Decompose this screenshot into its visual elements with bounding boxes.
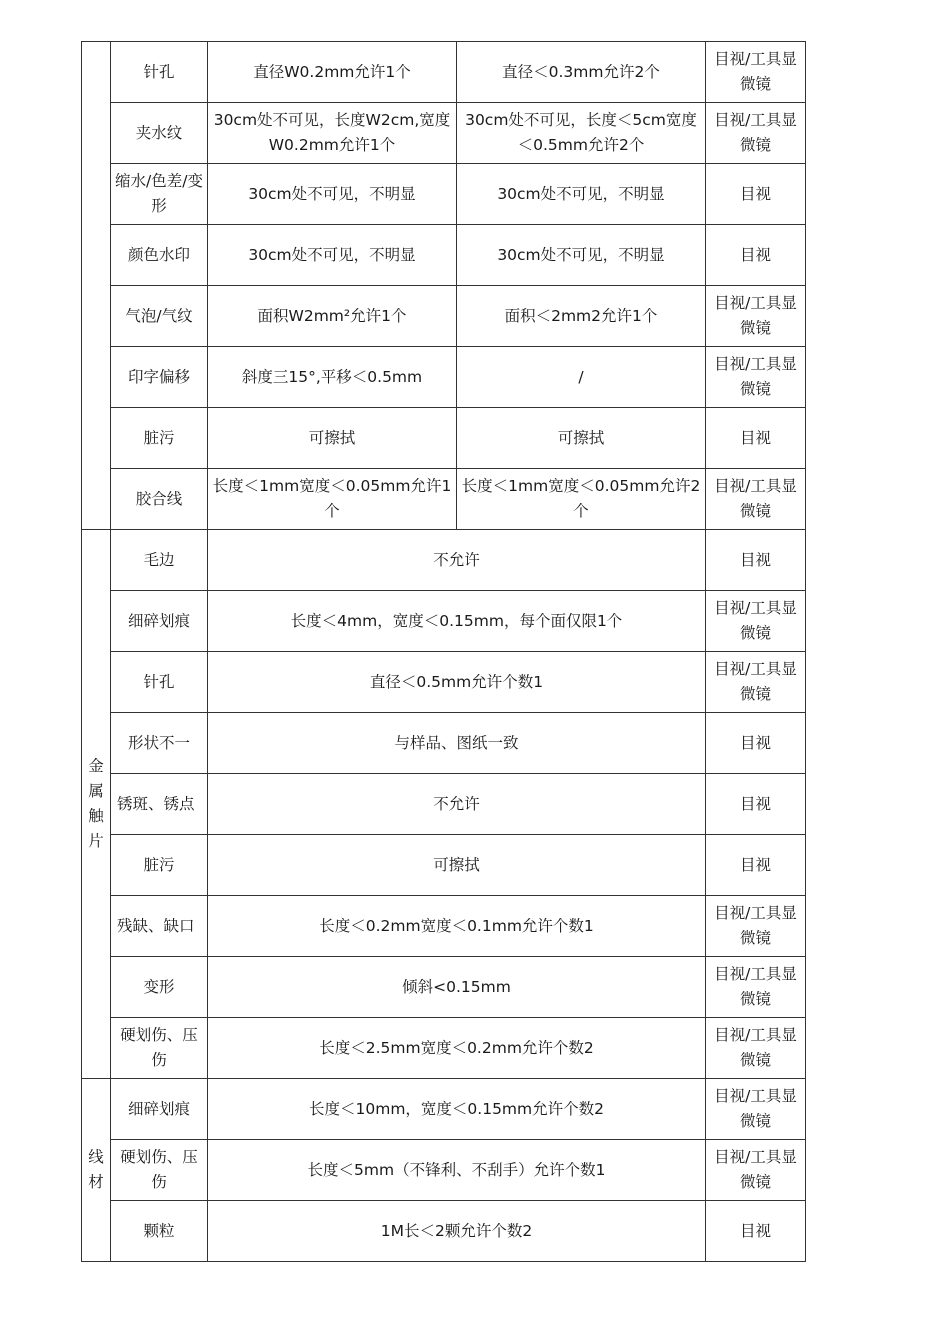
criteria-a: 可擦拭	[208, 408, 457, 469]
defect-item: 硬划伤、压伤	[111, 1018, 208, 1079]
defect-item: 细碎划痕	[111, 1079, 208, 1140]
criteria: 倾斜<0.15mm	[208, 957, 706, 1018]
table-row	[82, 835, 806, 896]
criteria-a: 斜度三15°,平移＜0.5mm	[208, 347, 457, 408]
defect-item: 缩水/色差/变形	[111, 164, 208, 225]
criteria: 长度＜5mm（不锋利、不刮手）允许个数1	[208, 1140, 706, 1201]
table-row	[82, 957, 806, 1018]
criteria: 不允许	[208, 530, 706, 591]
inspection-method: 目视	[706, 530, 806, 591]
table-row	[82, 164, 806, 225]
criteria: 长度＜10mm，宽度＜0.15mm允许个数2	[208, 1079, 706, 1140]
criteria-b: 面积＜2mm2允许1个	[457, 286, 706, 347]
defect-item: 气泡/气纹	[111, 286, 208, 347]
inspection-method: 目视/工具显微镜	[706, 1079, 806, 1140]
inspection-method: 目视/工具显微镜	[706, 347, 806, 408]
inspection-spec-table	[81, 41, 806, 1262]
criteria: 长度＜4mm，宽度＜0.15mm，每个面仅限1个	[208, 591, 706, 652]
table-row	[82, 286, 806, 347]
inspection-method: 目视	[706, 713, 806, 774]
defect-item: 毛边	[111, 530, 208, 591]
inspection-method: 目视/工具显微镜	[706, 42, 806, 103]
criteria-a: 直径W0.2mm允许1个	[208, 42, 457, 103]
table-row	[82, 896, 806, 957]
inspection-method: 目视/工具显微镜	[706, 103, 806, 164]
inspection-method: 目视/工具显微镜	[706, 1018, 806, 1079]
inspection-method: 目视	[706, 225, 806, 286]
defect-item: 形状不一	[111, 713, 208, 774]
inspection-method: 目视/工具显微镜	[706, 286, 806, 347]
defect-item: 变形	[111, 957, 208, 1018]
defect-item: 颜色水印	[111, 225, 208, 286]
criteria-a: 长度＜1mm宽度＜0.05mm允许1个	[208, 469, 457, 530]
table-row	[82, 1018, 806, 1079]
table-row	[82, 652, 806, 713]
defect-item: 硬划伤、压伤	[111, 1140, 208, 1201]
table-row	[82, 774, 806, 835]
criteria-b: 30cm处不可见，长度＜5cm宽度＜0.5mm允许2个	[457, 103, 706, 164]
table-row	[82, 1201, 806, 1262]
criteria-a: 30cm处不可见，不明显	[208, 225, 457, 286]
criteria-a: 30cm处不可见，不明显	[208, 164, 457, 225]
table-row	[82, 347, 806, 408]
defect-item: 脏污	[111, 408, 208, 469]
inspection-method: 目视/工具显微镜	[706, 591, 806, 652]
criteria: 长度＜0.2mm宽度＜0.1mm允许个数1	[208, 896, 706, 957]
criteria: 可擦拭	[208, 835, 706, 896]
defect-item: 脏污	[111, 835, 208, 896]
inspection-method: 目视	[706, 774, 806, 835]
defect-item: 残缺、缺口	[111, 896, 208, 957]
category-cell: 金属触片	[82, 530, 111, 1079]
defect-item: 针孔	[111, 42, 208, 103]
table-row	[82, 713, 806, 774]
inspection-method: 目视/工具显微镜	[706, 652, 806, 713]
defect-item: 胶合线	[111, 469, 208, 530]
inspection-method: 目视	[706, 164, 806, 225]
inspection-method: 目视	[706, 835, 806, 896]
category-cell: 线材	[82, 1079, 111, 1262]
inspection-method: 目视	[706, 1201, 806, 1262]
criteria: 长度＜2.5mm宽度＜0.2mm允许个数2	[208, 1018, 706, 1079]
criteria-b: 可擦拭	[457, 408, 706, 469]
criteria-a: 30cm处不可见，长度W2cm,宽度W0.2mm允许1个	[208, 103, 457, 164]
table-row	[82, 1079, 806, 1140]
criteria-a: 面积W2mm²允许1个	[208, 286, 457, 347]
defect-item: 颗粒	[111, 1201, 208, 1262]
inspection-method: 目视/工具显微镜	[706, 957, 806, 1018]
inspection-method: 目视	[706, 408, 806, 469]
defect-item: 锈斑、锈点	[111, 774, 208, 835]
table-row	[82, 530, 806, 591]
table-row	[82, 42, 806, 103]
category-cell	[82, 42, 111, 530]
table-row	[82, 408, 806, 469]
criteria-b: 长度＜1mm宽度＜0.05mm允许2个	[457, 469, 706, 530]
defect-item: 针孔	[111, 652, 208, 713]
defect-item: 夹水纹	[111, 103, 208, 164]
criteria: 直径＜0.5mm允许个数1	[208, 652, 706, 713]
inspection-method: 目视/工具显微镜	[706, 1140, 806, 1201]
table-row	[82, 1140, 806, 1201]
criteria-b: 直径＜0.3mm允许2个	[457, 42, 706, 103]
criteria: 与样品、图纸一致	[208, 713, 706, 774]
table-row	[82, 225, 806, 286]
table-row	[82, 591, 806, 652]
criteria: 1M长＜2颗允许个数2	[208, 1201, 706, 1262]
criteria-b: /	[457, 347, 706, 408]
defect-item: 细碎划痕	[111, 591, 208, 652]
criteria-b: 30cm处不可见，不明显	[457, 164, 706, 225]
table-row	[82, 469, 806, 530]
inspection-method: 目视/工具显微镜	[706, 469, 806, 530]
defect-item: 印字偏移	[111, 347, 208, 408]
criteria-b: 30cm处不可见，不明显	[457, 225, 706, 286]
criteria: 不允许	[208, 774, 706, 835]
inspection-method: 目视/工具显微镜	[706, 896, 806, 957]
table-row	[82, 103, 806, 164]
